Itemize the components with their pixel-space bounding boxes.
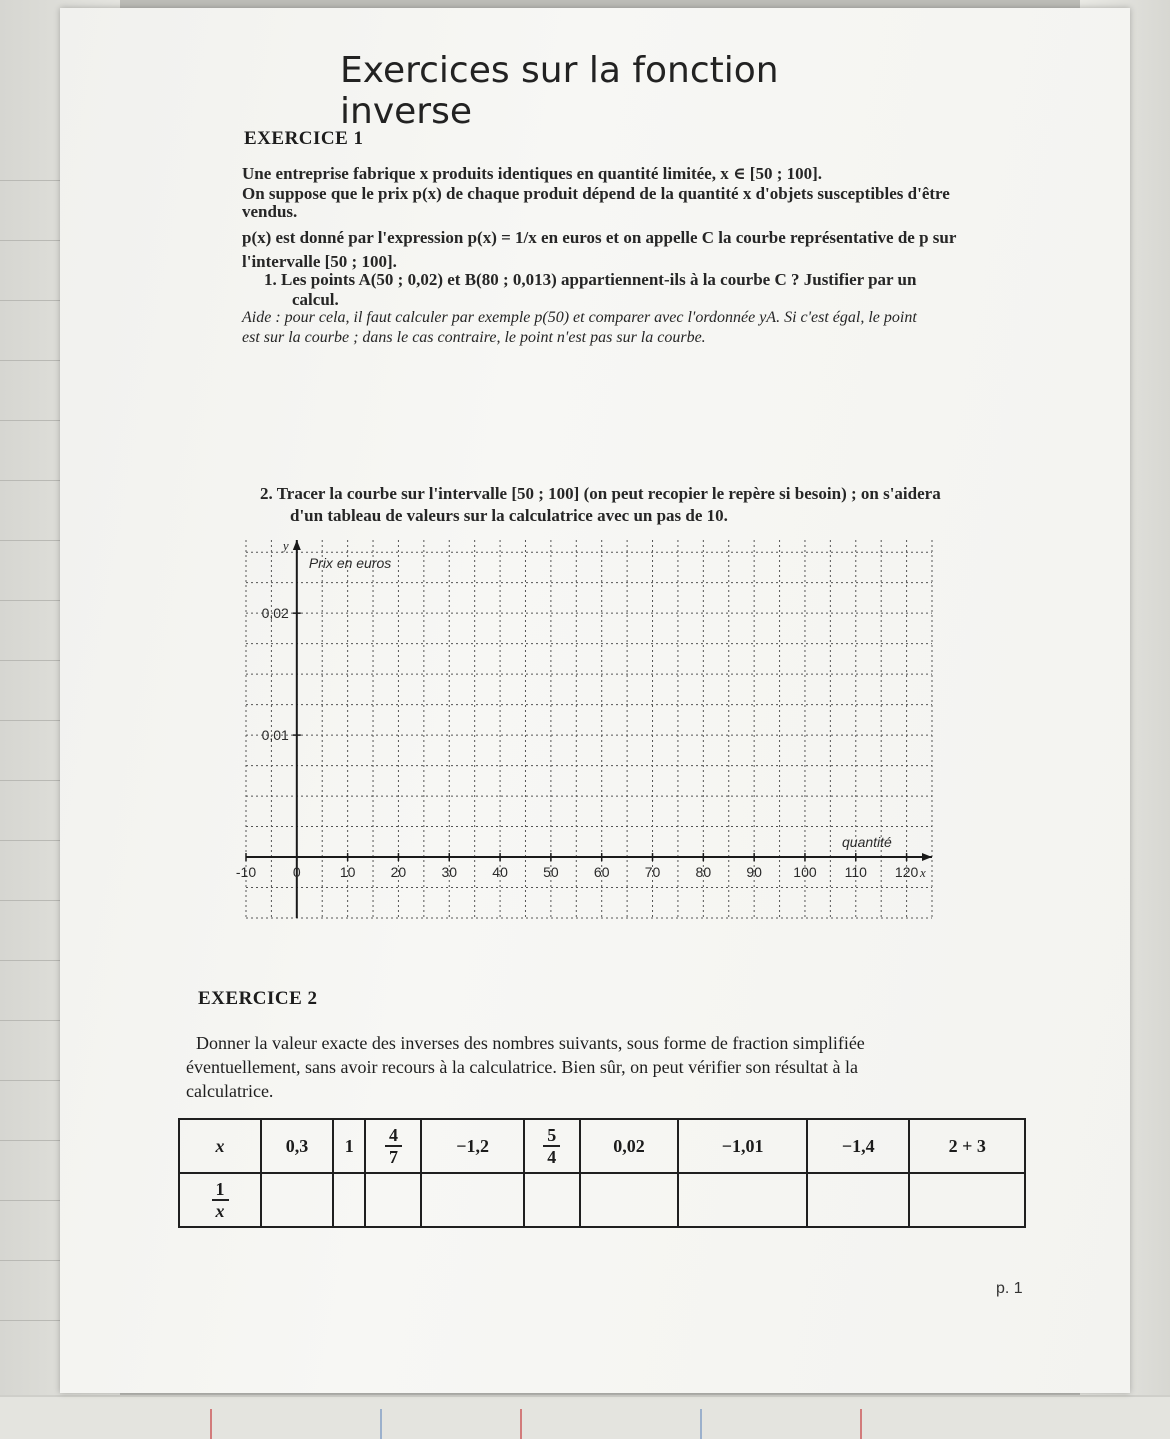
- answer-cell-4[interactable]: [524, 1173, 580, 1227]
- x-tick-label: -10: [235, 864, 257, 881]
- cell-x-8: 2 + 3: [909, 1119, 1025, 1173]
- x-tick-label: 110: [844, 864, 867, 881]
- exercise2-text-line3: calculatrice.: [186, 1081, 274, 1101]
- question1-line1: 1. Les points A(50 ; 0,02) et B(80 ; 0,013) appartiennent-ils à la courbe C ? Justifier par un: [264, 270, 917, 289]
- row-header-inverse: $\frac{1}{x}$: [179, 1173, 261, 1227]
- answer-cell-6[interactable]: [678, 1173, 807, 1227]
- x-axis-arrow: [922, 853, 932, 861]
- exercise1-intro-line3: vendus.: [242, 202, 298, 221]
- inverse-table: [178, 1118, 1026, 1228]
- exercise1-intro-line1: Une entreprise fabrique x produits identiques en quantité limitée, x ∈ [50 ; 100].: [242, 164, 823, 183]
- background-sheet-bottom: [0, 1395, 1170, 1439]
- y-tick-label: 0,02: [261, 605, 289, 622]
- coordinate-grid: [232, 528, 942, 928]
- cell-x-2: $\frac{4}{7}$: [365, 1119, 421, 1173]
- question2-line1: 2. Tracer la courbe sur l'intervalle [50 ; 100] (on peut recopier le repère si besoin) ; on s'aidera: [260, 484, 941, 503]
- x-tick-label: 0: [292, 864, 301, 881]
- exercise1-intro-line2: On suppose que le prix p(x) de chaque produit dépend de la quantité x d'objets susceptibles d'être: [242, 184, 950, 203]
- exercise2-text-line2: éventuellement, sans avoir recours à la calculatrice. Bien sûr, on peut vérifier son résultat à la: [186, 1057, 859, 1077]
- cell-x-6: −1,01: [678, 1119, 807, 1173]
- y-tick-label: 0,01: [261, 727, 289, 744]
- row-header-x: x: [179, 1119, 261, 1173]
- answer-cell-3[interactable]: [421, 1173, 523, 1227]
- hint-line1: Aide : pour cela, il faut calculer par exemple p(50) et comparer avec l'ordonnée yA. Si c'est égal, le point: [242, 309, 917, 326]
- x-tick-label: 30: [441, 864, 458, 881]
- answer-cell-8[interactable]: [909, 1173, 1025, 1227]
- x-tick-label: 40: [492, 864, 508, 881]
- x-axis-label: quantité: [842, 834, 892, 851]
- question1-line2: calcul.: [292, 290, 339, 309]
- x-tick-label: 70: [644, 864, 661, 881]
- page-number: p. 1: [996, 1280, 1023, 1297]
- exercise2-heading: EXERCICE 2: [198, 988, 318, 1009]
- question2-line2: d'un tableau de valeurs sur la calculatrice avec un pas de 10.: [290, 506, 728, 525]
- page-title: Exercices sur la fonction inverse: [340, 50, 779, 132]
- x-tick-label: 100: [793, 864, 817, 881]
- cell-x-4: $\frac{5}{4}$: [524, 1119, 580, 1173]
- cell-x-5: 0,02: [580, 1119, 679, 1173]
- exercise1-heading: EXERCICE 1: [244, 128, 364, 149]
- cell-x-3: −1,2: [421, 1119, 523, 1173]
- grid-svg: [232, 528, 942, 928]
- y-axis-letter: y: [282, 538, 289, 553]
- x-axis-letter: x: [920, 865, 926, 881]
- exercise2-text-line1: Donner la valeur exacte des inverses des nombres suivants, sous forme de fraction simplifiée: [196, 1033, 865, 1053]
- x-tick-label: 60: [593, 864, 610, 881]
- cell-x-0: 0,3: [261, 1119, 333, 1173]
- hint-line2: est sur la courbe ; dans le cas contraire, le point n'est pas sur la courbe.: [242, 329, 706, 346]
- answer-cell-2[interactable]: [365, 1173, 421, 1227]
- exercise1-expression-line2: l'intervalle [50 ; 100].: [242, 252, 397, 271]
- x-tick-label: 120: [894, 864, 919, 881]
- table-row-x: [179, 1119, 1025, 1173]
- cell-x-1: 1: [333, 1119, 365, 1173]
- exercise1-expression-line1: p(x) est donné par l'expression p(x) = 1/x en euros et on appelle C la courbe représentative de p sur: [242, 228, 957, 247]
- answer-cell-5[interactable]: [580, 1173, 679, 1227]
- answer-cell-1[interactable]: [333, 1173, 365, 1227]
- answer-cell-7[interactable]: [807, 1173, 909, 1227]
- answer-cell-0[interactable]: [261, 1173, 333, 1227]
- x-tick-label: 20: [390, 864, 407, 881]
- cell-x-7: −1,4: [807, 1119, 909, 1173]
- x-tick-label: 10: [339, 864, 356, 881]
- x-tick-label: 80: [695, 864, 712, 881]
- x-tick-label: 50: [543, 864, 559, 881]
- worksheet-page: [60, 8, 1130, 1393]
- y-axis-label: Prix en euros: [308, 555, 392, 571]
- y-axis-arrow: [293, 540, 301, 550]
- table-row-inverse: [179, 1173, 1025, 1227]
- x-tick-label: 90: [746, 864, 762, 881]
